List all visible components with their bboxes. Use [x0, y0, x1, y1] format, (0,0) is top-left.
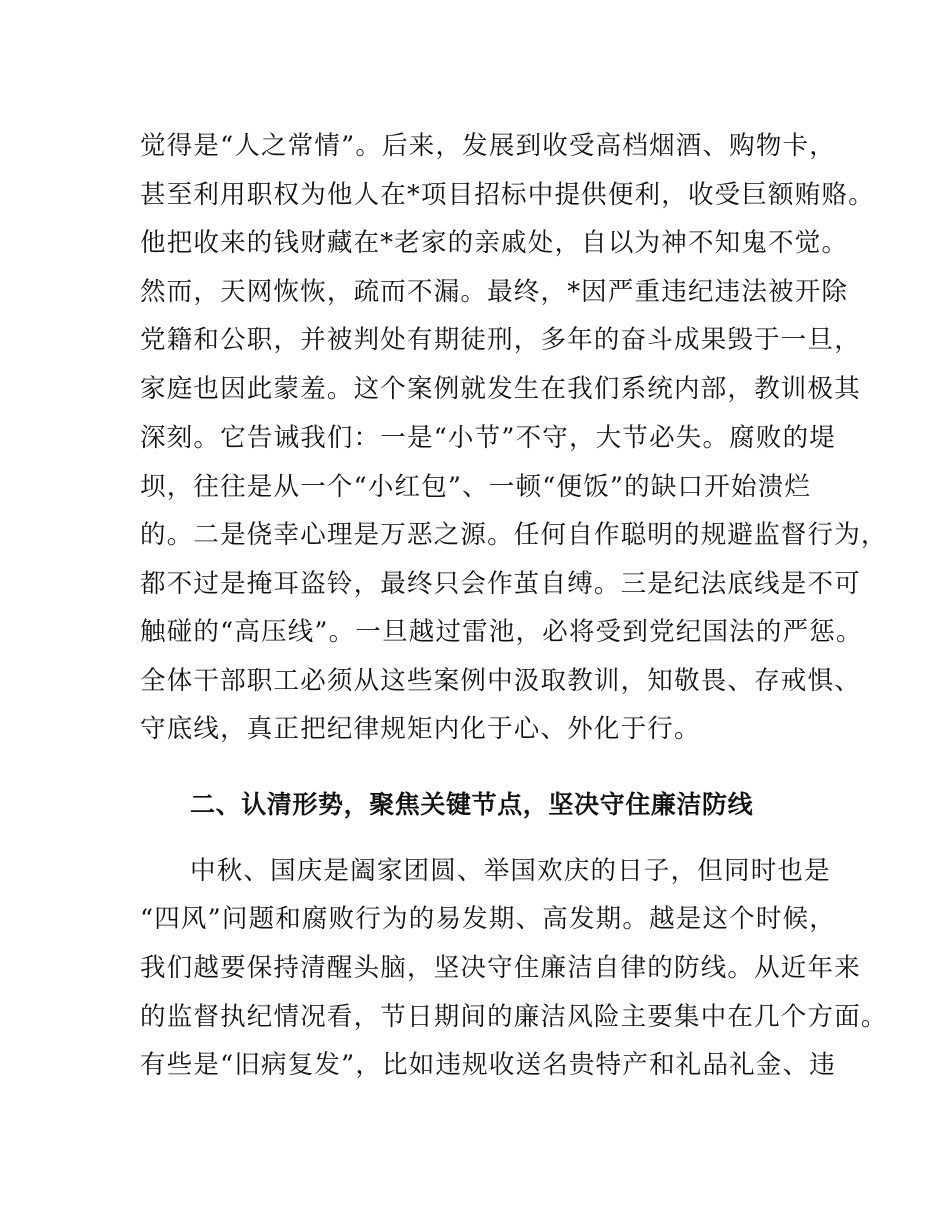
body-text-line: 全体干部职工必须从这些案例中汲取教训，知敬畏、存戒惧、	[140, 666, 861, 696]
body-text-line: 触碰的“高压线”。一旦越过雷池，必将受到党纪国法的严惩。	[140, 617, 863, 647]
body-text-line: 有些是“旧病复发”，比如违规收送名贵特产和礼品礼金、违	[140, 1050, 836, 1080]
body-text-line: 然而，天网恢恢，疏而不漏。最终，*因严重违纪违法被开除	[140, 277, 849, 307]
body-text-line: 中秋、国庆是阖家团圆、举国欢庆的日子，但同时也是	[190, 856, 831, 886]
body-text-line: “四风”问题和腐败行为的易发期、高发期。越是这个时候，	[140, 904, 836, 934]
body-text-line: 我们越要保持清醒头脑，坚决守住廉洁自律的防线。从近年来	[140, 953, 861, 983]
section-heading: 二、认清形势，聚焦关键节点，坚决守住廉洁防线	[190, 790, 754, 819]
body-text-line: 党籍和公职，并被判处有期徒刑，多年的奋斗成果毁于一旦，	[140, 325, 861, 355]
body-text-line: 都不过是掩耳盗铃，最终只会作茧自缚。三是纪法底线是不可	[140, 569, 861, 599]
body-text-line: 的监督执纪情况看，节日期间的廉洁风险主要集中在几个方面。	[140, 1002, 888, 1032]
body-text-line: 觉得是“人之常情”。后来，发展到收受高档烟酒、购物卡，	[140, 131, 836, 161]
body-text-line: 他把收来的钱财藏在*老家的亲戚处，自以为神不知鬼不觉。	[140, 228, 849, 258]
body-text-line: 家庭也因此蒙羞。这个案例就发生在我们系统内部，教训极其	[140, 374, 861, 404]
body-text-line: 守底线，真正把纪律规矩内化于心、外化于行。	[140, 714, 701, 744]
body-text-line: 的。二是侥幸心理是万恶之源。任何自作聪明的规避监督行为，	[140, 520, 888, 550]
body-text-line: 深刻。它告诫我们：一是“小节”不守，大节必失。腐败的堤	[140, 423, 836, 453]
body-text-line: 坝，往往是从一个“小红包”、一顿“便饭”的缺口开始溃烂	[140, 472, 812, 502]
body-text-line: 甚至利用职权为他人在*项目招标中提供便利，收受巨额贿赂。	[140, 180, 875, 210]
